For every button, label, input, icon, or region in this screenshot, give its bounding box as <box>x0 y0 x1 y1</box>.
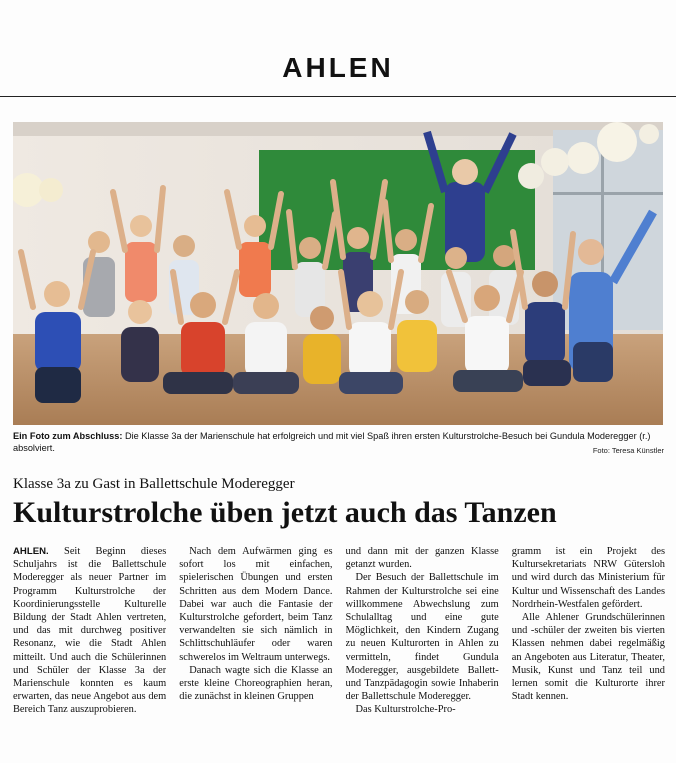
paragraph: Nach dem Aufwärmen ging es sofort los mit einfachen, spielerischen Übungen und ersten Schritten aus dem Modern Dance. Dabei war auch die Fantasie der Kulturstrolche gefordert, beim Tanz verwandelten sie sich nämlich in Schlittschuhläufer oder waren schwerelos im Weltraum unterwegs. <box>179 546 333 663</box>
dateline: AHLEN. <box>13 546 49 557</box>
article-column-4 <box>512 545 665 760</box>
paragraph: Alle Ahlener Grundschülerinnen und -schüler der zweiten bis vierten Klassen nehmen dabei regelmäßig an Angeboten aus Literatur, Theater, Musik, Kunst und Tanz teil und lernen somit die Kulturorte ihrer Stadt kennen. <box>511 612 665 703</box>
caption-lead: Ein Foto zum Abschluss: <box>13 431 123 441</box>
photo-illustration <box>13 122 663 425</box>
caption-text: Die Klasse 3a der Marienschule hat erfolgreich und mit viel Spaß ihren ersten Kulturstrolche-Besuch bei Gundula Moderegger (r.) absolviert. <box>13 431 651 453</box>
paragraph: und dann mit der ganzen Klasse getanzt wurden. <box>345 546 499 571</box>
masthead-title: AHLEN <box>282 52 394 83</box>
masthead <box>0 0 676 98</box>
paragraph: Der Besuch der Ballettschule im Rahmen der Kulturstrolche sei eine willkommene Abwechslung zum Schulalltag und eine gute Möglichkeit, den Kindern Zugang zu neuen Kulturorten in Ahlen zu vermitteln, findet Gundula Moderegger, ausgebildete Ballett- und Tanzpädagogin sowie Inhaberin der Ballettschule Moderegger. <box>345 572 499 703</box>
paragraph: Das Kulturstrolche-Pro- <box>355 704 456 716</box>
article-column-2 <box>179 545 332 760</box>
article-photo <box>13 122 663 425</box>
paragraph: Danach wagte sich die Klasse an erste kleine Choreographien heran, die zunächst in kleinen Gruppen <box>179 664 333 703</box>
masthead-rule <box>0 96 676 97</box>
paragraph: gramm ist ein Projekt des Kultursekretariats NRW Gütersloh und wird durch das Ministerium für Kultur und Wissenschaft des Landes Nordrhein-Westfalen gefördert. <box>511 546 665 610</box>
article-column-3 <box>346 545 499 760</box>
article-body <box>13 545 665 760</box>
photo-caption <box>13 430 665 454</box>
paragraph <box>13 545 166 717</box>
article-headline: Kulturstrolche üben jetzt auch das Tanzen <box>13 496 557 529</box>
article-kicker: Klasse 3a zu Gast in Ballettschule Moderegger <box>13 476 295 492</box>
paragraph-text: Seit Beginn dieses Schuljahrs ist die Ballettschule Moderegger als neuer Partner im Programm Kulturstrolche der Koordinierungsstelle Kulturelle Bildung der Stadt Ahlen vertreten, und das mit durchweg positiver Resonanz, wie die Stadt Ahlen mitteilt. Und auch die Schülerinnen und Schüler der Klasse 3a der Marienschule konnten es kaum erwarten, das neue Angebot aus dem Bereich Tanz auszuprobieren. <box>13 546 167 716</box>
article-column-1 <box>13 545 166 760</box>
photo-credit: Foto: Teresa Künstler <box>592 446 664 455</box>
